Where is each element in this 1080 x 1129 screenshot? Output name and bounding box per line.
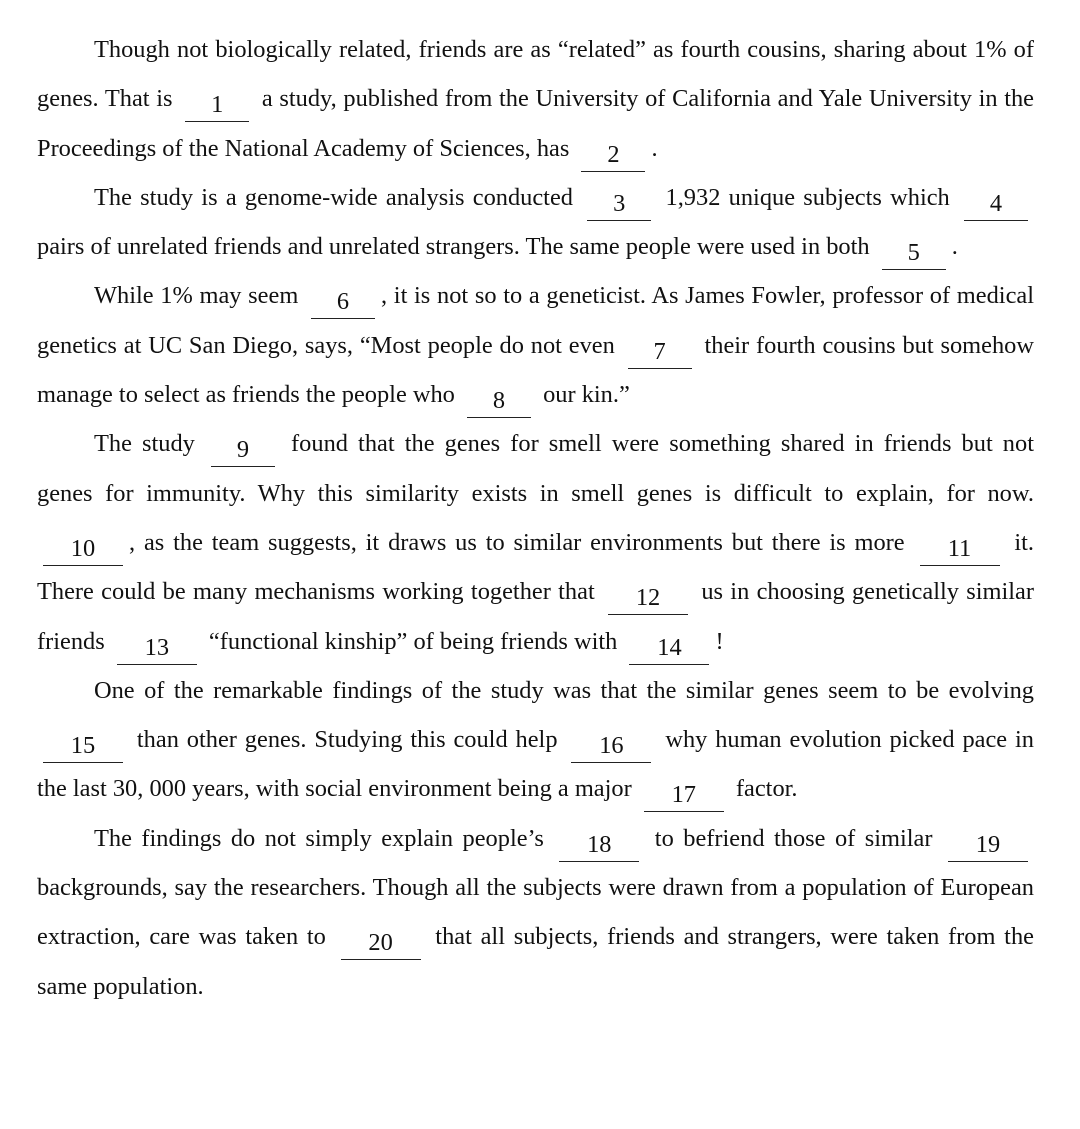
- blank-7[interactable]: 7: [628, 338, 692, 369]
- blank-14[interactable]: 14: [629, 634, 709, 665]
- paragraph: [37, 666, 1034, 814]
- paragraph: [37, 173, 1034, 272]
- passage-text: 1,932 unique subjects which: [657, 183, 959, 211]
- blank-19[interactable]: 19: [948, 831, 1028, 862]
- passage-text: , as the team suggests, it draws us to similar environments but there is more: [129, 528, 914, 556]
- blank-11[interactable]: 11: [920, 535, 1000, 566]
- passage-text: backgrounds, say the researchers. Though all the subjects were drawn from a population of European extraction, care was taken to: [37, 874, 1034, 951]
- blank-4[interactable]: 4: [964, 190, 1028, 221]
- paragraph: [37, 25, 1034, 173]
- passage-text: factor.: [729, 775, 798, 803]
- blank-8[interactable]: 8: [467, 387, 531, 418]
- blank-5[interactable]: 5: [882, 239, 946, 270]
- paragraph: [37, 419, 1034, 665]
- passage-text: a study, published from the University of California and Yale University in the Proceedings of the National Academy of Sciences, has: [37, 85, 1035, 162]
- passage-text: The study: [94, 430, 205, 458]
- passage-text: to befriend those of similar: [645, 824, 942, 852]
- blank-13[interactable]: 13: [117, 634, 197, 665]
- passage-text: .: [951, 233, 958, 261]
- blank-16[interactable]: 16: [571, 732, 651, 763]
- passage-text: The findings do not simply explain people’s: [94, 824, 554, 852]
- passage-text: their fourth cousins but somehow manage to select as friends the people who: [37, 331, 1034, 409]
- passage-text: it. There could be many mechanisms working together that: [37, 528, 1035, 606]
- blank-1[interactable]: 1: [185, 91, 249, 122]
- blank-2[interactable]: 2: [581, 141, 645, 172]
- blank-6[interactable]: 6: [311, 288, 375, 319]
- passage-text: .: [651, 134, 658, 162]
- passage-text: While 1% may seem: [94, 282, 305, 310]
- passage-text: Though not biologically related, friends are as “related” as fourth cousins, sharing about 1% of genes. That is: [37, 36, 1034, 113]
- passage-text: !: [715, 627, 724, 655]
- blank-3[interactable]: 3: [587, 190, 651, 221]
- passage-text: than other genes. Studying this could help: [129, 726, 566, 754]
- blank-9[interactable]: 9: [211, 436, 275, 467]
- paragraph: [37, 271, 1034, 419]
- passage-text: us in choosing genetically similar friends: [37, 578, 1034, 655]
- paragraph: [37, 814, 1034, 1011]
- blank-10[interactable]: 10: [43, 535, 123, 566]
- passage-text: pairs of unrelated friends and unrelated strangers. The same people were used in both: [37, 233, 876, 261]
- passage-text: The study is a genome-wide analysis conducted: [94, 183, 582, 211]
- passage-text: our kin.”: [536, 381, 630, 409]
- blank-17[interactable]: 17: [644, 781, 724, 812]
- passage-text: found that the genes for smell were something shared in friends but not genes for immunity. Why this similarity exists in smell genes is difficult to explain, for now.: [37, 430, 1034, 507]
- blank-15[interactable]: 15: [43, 732, 123, 763]
- passage-text: One of the remarkable findings of the study was that the similar genes seem to be evolving: [94, 676, 1034, 704]
- blank-18[interactable]: 18: [559, 831, 639, 862]
- passage-text: “functional kinship” of being friends with: [202, 627, 624, 655]
- blank-12[interactable]: 12: [608, 584, 688, 615]
- blank-20[interactable]: 20: [341, 929, 421, 960]
- passage-text: , it is not so to a geneticist. As James Fowler, professor of medical genetics at UC San Diego, says, “Most people do not even: [37, 282, 1034, 359]
- passage-text: that all subjects, friends and strangers, were taken from the same population.: [37, 923, 1034, 1000]
- passage-text: why human evolution picked pace in the last 30, 000 years, with social environment being a major: [37, 726, 1034, 803]
